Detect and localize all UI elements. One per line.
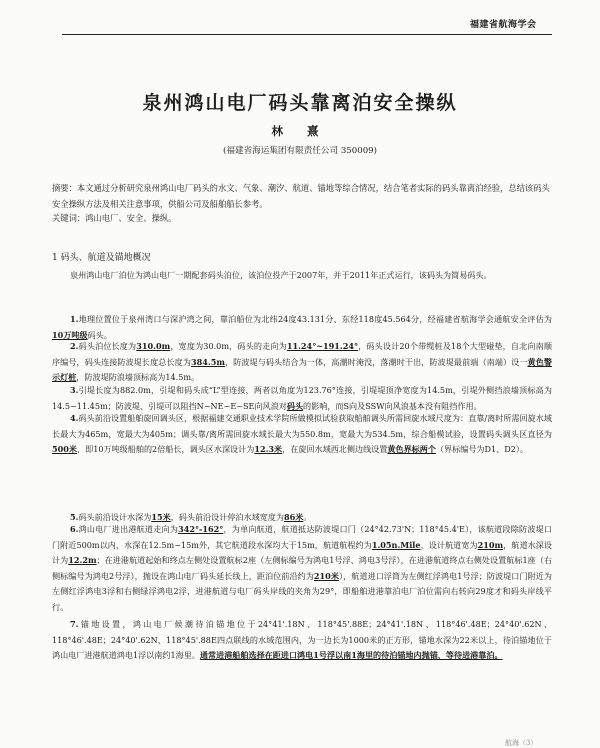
item-6: 6.鸿山电厂进出港航道走向为342°-162°，为单向航道，航道抵达防波堤口门（24°42.73'N；118°45.4'E），该航道段除防波堤口门附近500m以内，水深在12.5m~15m外，其它航道段水深均大于15m，航道航程约为1.05n.Mile，设计航道宽为210m，航道水深设计为12.2m；在进港航道起始和终点左侧处设置航标2座（左侧标编号为鸿电1号浮、鸿电3号浮），在进港航道终点右侧处设置航标1座（右侧标编号为鸿电2号浮），抛设在鸿山电厂码头延长线上，距泊位前沿约为210米），航道进口浮筒为左侧红浮鸿电1号浮；防波堤口门附近为左侧红浮鸿电3浮和右侧绿浮鸿电2浮，进港航道与电厂码头岸线的夹角为29°，即船舶进港靠泊电厂泊位需向右转向29度才和码头岸线平行。 xyxy=(52,524,552,612)
item-4: 4.码头前沿设置船舶旋回调头区，根据福建交通职业技术学院所做模拟试验获取船舶调头所需回旋水域尺度为：直靠/离时所需回旋水域长最大为465m，宽最大为405m；调头靠/离所需回旋水域长最大为550.8m，宽最大为534.5m，综合船模试验，设置码头调头区直径为500米，即10万吨级船舶的2倍船长，调头区水深设计为12.3米，在旋回水域西北侧边线设置黄色界标两个（界标编号为D1、D2）。 xyxy=(52,413,552,455)
author: 林 熹 xyxy=(271,124,329,138)
item-7: 7.锚地设置，鸿山电厂候潮待泊锚地位于24°41'.18N、118°45'.88E；24°41'.18N、118°46'.48E；24°40'.62N、118°46'.48E；24°40'.62N、118°45'.88E四点联线的水域范围内，为一边长为1000米的正方形，锚地水深为22米以上，待泊锚地位于鸿山电厂进港航道鸿电1浮以南约1海里。通常进港船舶选择在距进口鸿电1号浮以南1海里的待泊锚地内抛锚，等待进港靠泊。 xyxy=(52,619,552,661)
item-2: 2.码头泊位长度为310.0m，宽度为30.0m，码头的走向为11.24°~191.24°，码头设计20个带缆桩及18个大型碰垫，自北向南顺序编号，码头连接防波堤长度总长度为384.5m，防波堤与码头结合为一体，高潮时淹没，落潮时干出，防波堤最前端（南端）设一黄色警示灯桩，防波堤防浪墙顶标高为14.5m。 xyxy=(52,341,552,383)
keywords: 关键词：鸿山电厂、安全、操纵。 xyxy=(52,213,177,223)
section-title: 1 码头、航道及锚地概况 xyxy=(52,253,151,263)
item-number: 3. xyxy=(70,385,79,395)
item-number: 5. xyxy=(70,512,79,522)
item-number: 4. xyxy=(70,413,79,423)
item-number: 6. xyxy=(70,524,79,534)
item-number: 7. xyxy=(70,619,79,629)
affiliation: (福建省海运集团有限责任公司 350009) xyxy=(223,146,377,156)
running-header: 福建省航海学会 xyxy=(470,20,537,30)
item-number: 1. xyxy=(70,314,79,324)
header-rule xyxy=(62,34,552,35)
item-5: 5.码头前沿设计水深为15米，码头前沿设计停泊水域宽度为86米。 xyxy=(70,512,312,522)
page-footer: 航海（3） xyxy=(505,739,538,747)
item-3: 3.引堤长度为882.0m，引堤和码头成“L”型连接，两者以角度为123.76°连接，引堤堤顶净宽度为14.5m，引堤外侧挡浪墙顶标高为14.5~11.45m；防波堤、引堤可以阻挡N~NE~E~SE向风浪对码头的影响，而S向及SSW向风浪基本没有阻挡作用。 xyxy=(52,385,552,411)
abstract: 摘要：本文通过分析研究泉州鸿山电厂码头的水文、气象、潮汐、航道、锚地等综合情况，结合笔者实际的码头靠离泊经验，总结该码头安全操纵方法及相关注意事项，供船公司及船舶船长参考。 xyxy=(52,183,550,209)
item-1: 1.地理位置位于泉州湾口与深沪湾之间，靠泊船位为北纬24度43.131分、东经118度45.564分，经福建省航海学会通航安全评估为10万吨级码头。 xyxy=(52,314,552,340)
intro-paragraph: 泉州鸿山电厂泊位为鸿山电厂一期配套码头泊位，该泊位投产于2007年，并于2011年正式运行，该码头为简易码头。 xyxy=(70,270,492,280)
item-number: 2. xyxy=(70,341,79,351)
page-title: 泉州鸿山电厂码头靠离泊安全操纵 xyxy=(142,92,458,114)
emphasis: 10万吨级 xyxy=(52,329,88,340)
